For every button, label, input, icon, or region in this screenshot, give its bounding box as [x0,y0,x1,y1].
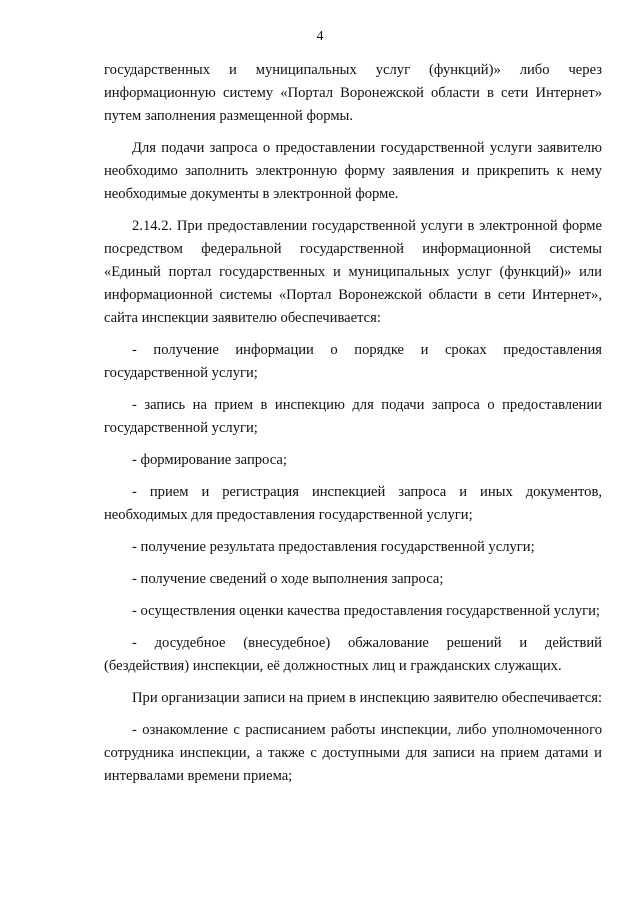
paragraph-appointment-organization: При организации записи на прием в инспекцию заявителю обеспечивается: [132,690,603,706]
page-number: 4 [316,29,324,44]
list-item-appointment: - запись на прием в инспекцию для подачи запроса о предоставлении государственной услуги; [104,397,602,436]
list-item-appeal: - досудебное (внесудебное) обжалование решений и действий (бездействия) инспекции, её должностных лиц и гражданских служащих. [104,635,602,674]
list-item-request-forming: - формирование запроса; [132,452,287,468]
paragraph-2-14-2: 2.14.2. При предоставлении государственной услуги в электронной форме посредством федеральной государственной информационной системы «Единый портал государственных и муниципальных услуг (функций)» или информационной системы «Портал Воронежской области в сети Интернет», сайта инспекции заявителю обеспечивается: [104,218,602,326]
list-item-quality-assessment: - осуществления оценки качества предоставления государственной услуги; [132,603,600,619]
list-item-status: - получение сведений о ходе выполнения запроса; [132,571,444,587]
paragraph-form-submission: Для подачи запроса о предоставлении государственной услуги заявителю необходимо заполнить электронную форму заявления и прикрепить к нему необходимые документы в электронной форме. [104,140,602,202]
list-item-information: - получение информации о порядке и сроках предоставления государственной услуги; [104,342,602,381]
document-body [104,59,602,797]
list-item-result: - получение результата предоставления государственной услуги; [132,539,535,555]
paragraph-continuation: государственных и муниципальных услуг (функций)» либо через информационную систему «Портал Воронежской области в сети Интернет» путем заполнения размещенной формы. [104,62,602,124]
list-item-registration: - прием и регистрация инспекцией запроса и иных документов, необходимых для предоставления государственной услуги; [104,484,602,523]
list-item-schedule: - ознакомление с расписанием работы инспекции, либо уполномоченного сотрудника инспекции, а также с доступными для записи на прием датами и интервалами времени приема; [104,722,602,784]
